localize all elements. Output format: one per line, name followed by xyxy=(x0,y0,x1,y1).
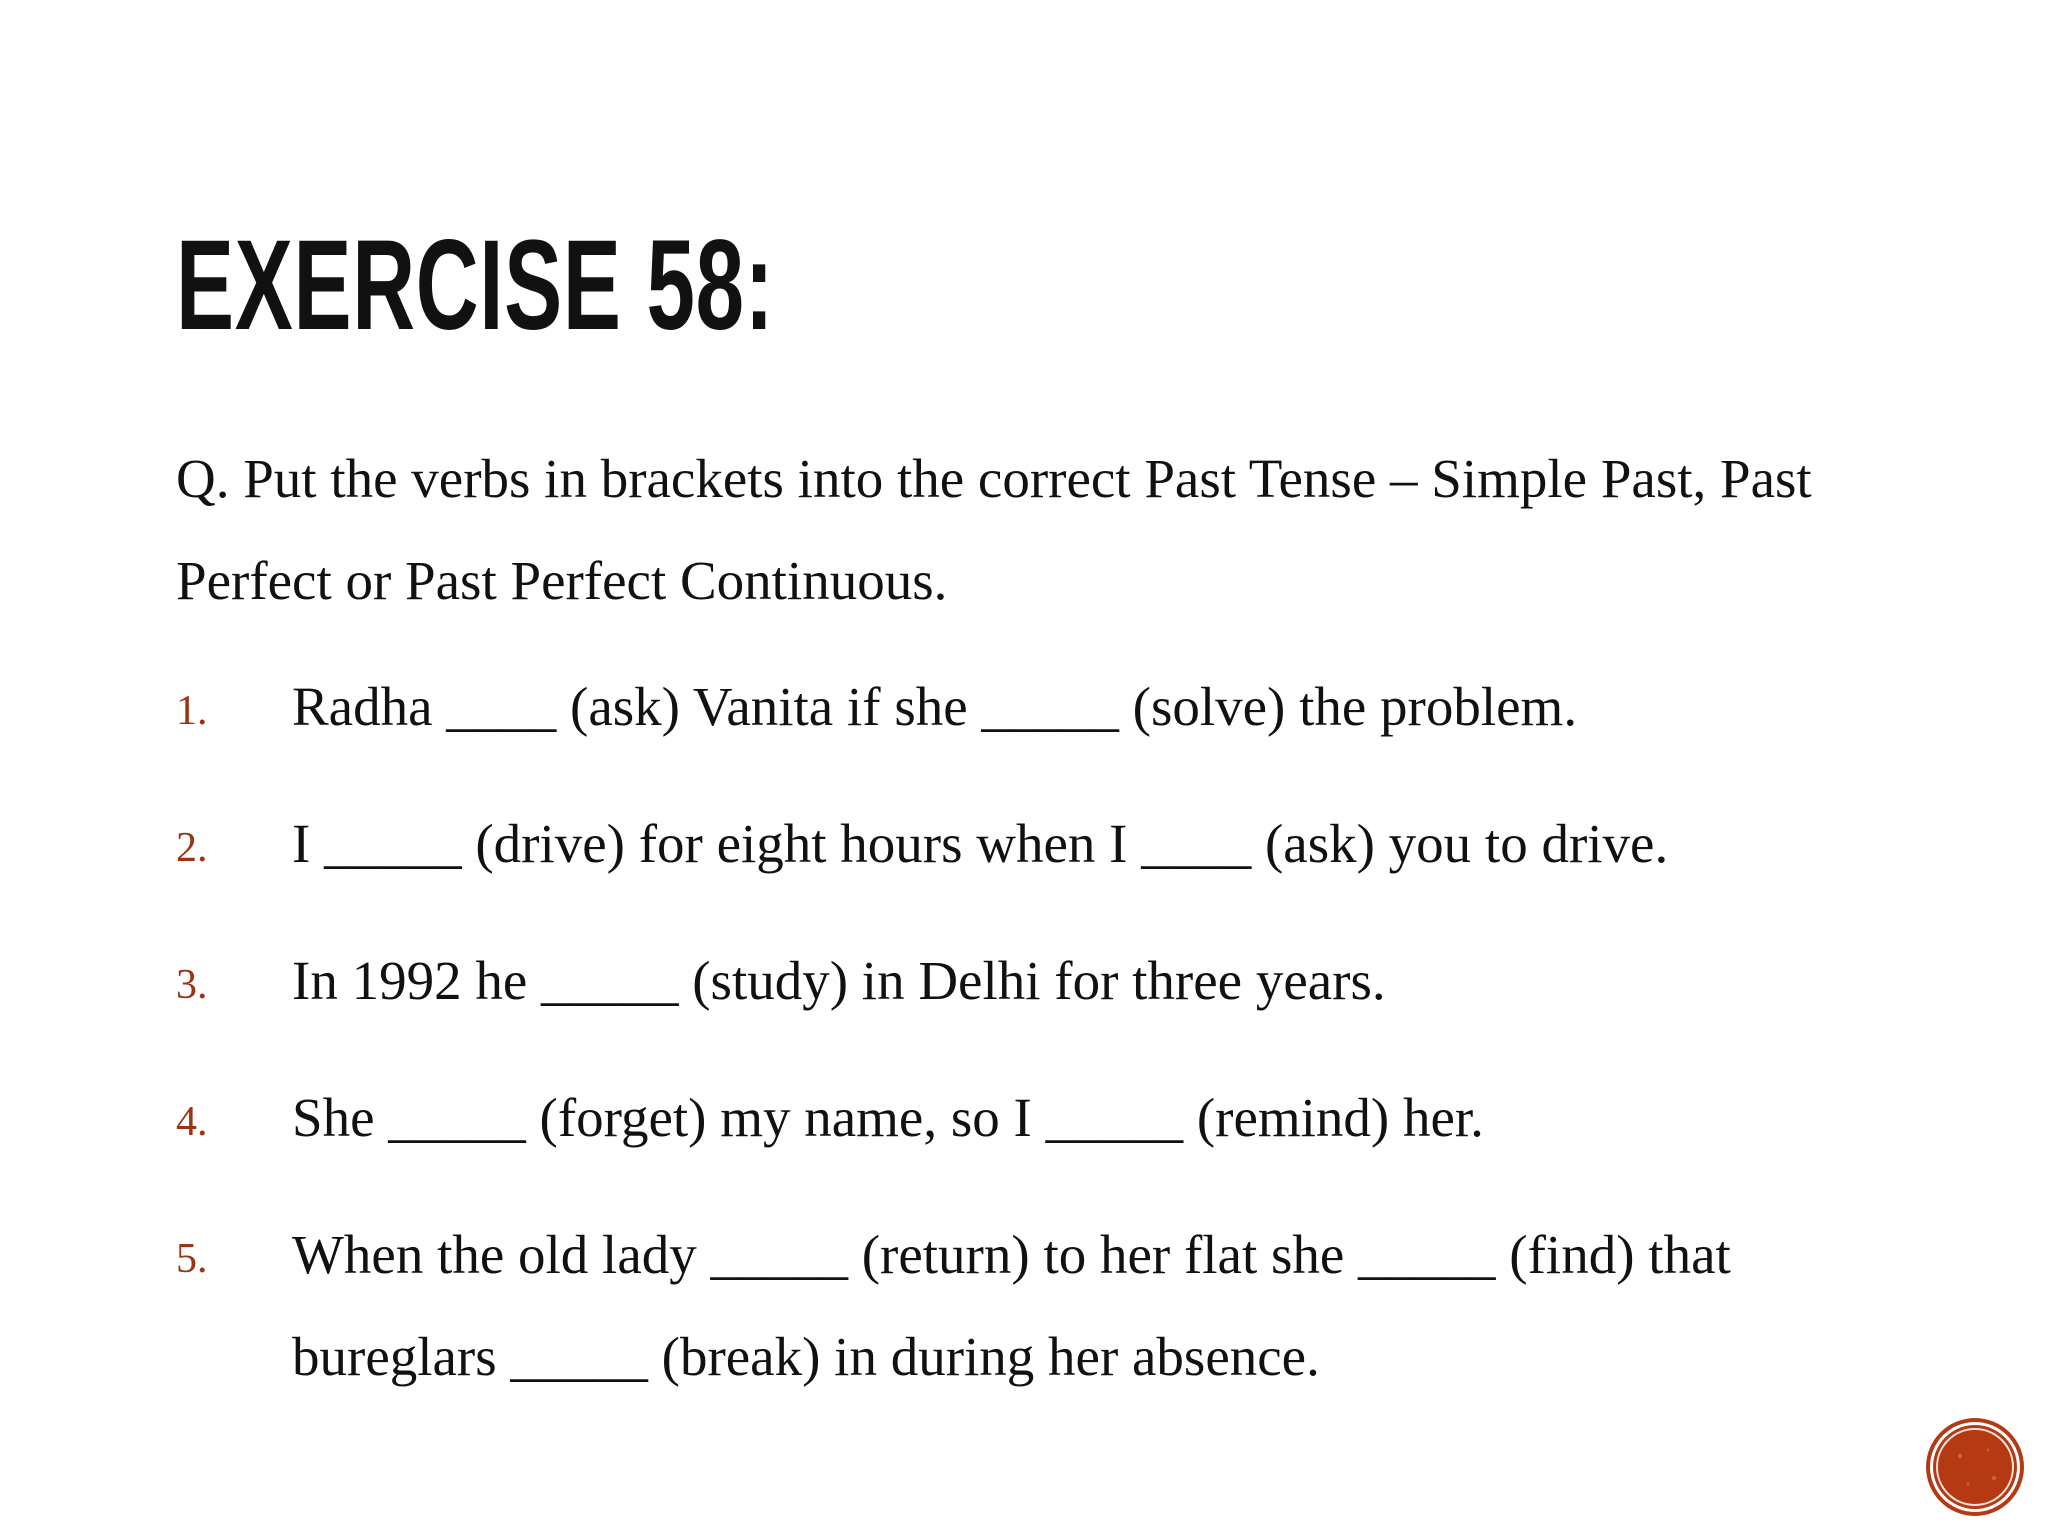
item-number: 2. xyxy=(176,825,208,871)
exercise-item-4 xyxy=(176,1067,1936,1169)
item-number: 5. xyxy=(176,1236,208,1282)
item-text: She _____ (forget) my name, so I _____ (remind) her. xyxy=(292,1087,1484,1148)
slide-title: EXERCISE 58: xyxy=(176,214,775,357)
exercise-item-2 xyxy=(176,793,1936,895)
item-number: 3. xyxy=(176,962,208,1008)
item-number: 1. xyxy=(176,688,208,734)
item-text: When the old lady _____ (return) to her flat she _____ (find) that bureglars _____ (break) in during her absence. xyxy=(292,1224,1731,1387)
question-text: Q. Put the verbs in brackets into the correct Past Tense – Simple Past, Past Perfect or Past Perfect Continuous. xyxy=(176,448,1812,611)
item-number: 4. xyxy=(176,1099,208,1145)
texture-icon xyxy=(1930,1422,2020,1512)
exercise-item-5 xyxy=(176,1204,1936,1408)
circle-button-icon[interactable] xyxy=(1930,1422,2020,1512)
exercise-list xyxy=(176,656,1936,1443)
exercise-item-3 xyxy=(176,930,1936,1032)
item-text: Radha ____ (ask) Vanita if she _____ (solve) the problem. xyxy=(292,676,1578,737)
item-text: I _____ (drive) for eight hours when I ____ (ask) you to drive. xyxy=(292,813,1669,874)
exercise-item-1 xyxy=(176,656,1936,758)
item-text: In 1992 he _____ (study) in Delhi for three years. xyxy=(292,950,1386,1011)
